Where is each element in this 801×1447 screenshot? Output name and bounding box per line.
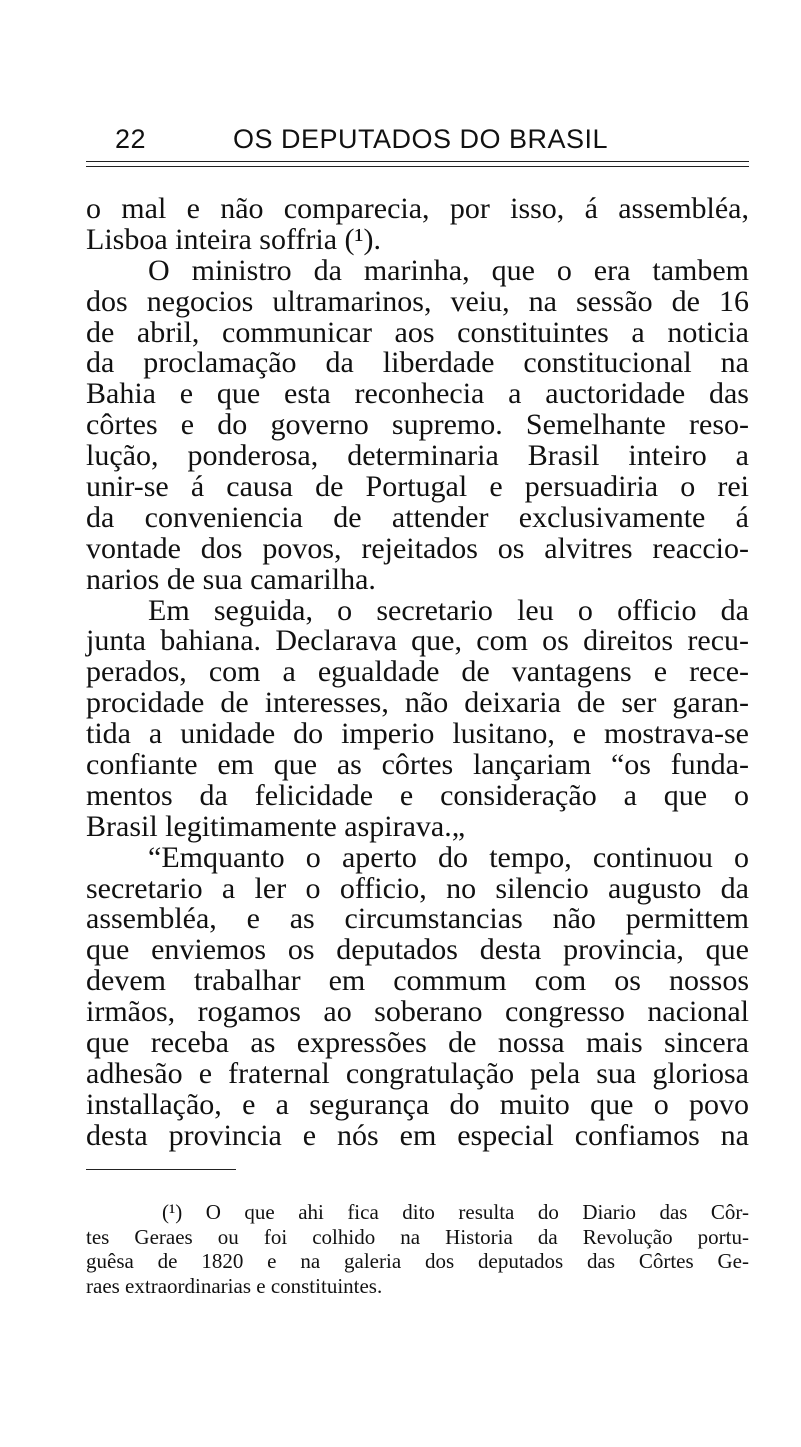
text-line: desta provincia e nós em especial confiamos na xyxy=(86,1118,749,1152)
text-line: devem trabalhar em commum com os nossos xyxy=(86,964,749,998)
footnote-line: tes Geraes ou foi colhido na Historia da Revolução portu- xyxy=(86,1224,749,1249)
text-line: confiante em que as côrtes lançariam “os funda- xyxy=(86,748,749,782)
text-line: tida a unidade do imperio lusitano, e mostrava-se xyxy=(86,717,749,751)
text-line: irmãos, rogamos ao soberano congresso nacional xyxy=(86,995,749,1029)
footnote-line: raes extraordinarias e constituintes. xyxy=(86,1273,383,1298)
text-line: procidade de interesses, não deixaria de ser garan- xyxy=(86,686,749,720)
text-line: assembléa, e as circumstancias não permittem xyxy=(86,902,749,936)
text-line: que enviemos os deputados desta provincia, que xyxy=(86,933,749,967)
text-line: O ministro da marinha, que o era tambem xyxy=(148,253,749,287)
text-line: vontade dos povos, rejeitados os alvitres reaccio- xyxy=(86,531,749,565)
text-line: perados, com a egualdade de vantagens e rece- xyxy=(86,655,749,689)
footnote xyxy=(86,1200,749,1298)
text-line: da conveniencia de attender exclusivamente á xyxy=(86,500,749,534)
text-line: narios de sua camarilha. xyxy=(86,562,376,596)
text-line: de abril, communicar aos constituintes a noticia xyxy=(86,315,749,349)
text-line: côrtes e do governo supremo. Semelhante reso- xyxy=(86,408,749,442)
text-line: Brasil legitimamente aspirava.„ xyxy=(86,809,466,843)
text-line: secretario a ler o officio, no silencio augusto da xyxy=(86,871,749,905)
text-line: Bahia e que esta reconhecia a auctoridade das xyxy=(86,377,749,411)
footnote-rule xyxy=(86,1169,236,1170)
text-line: Em seguida, o secretario leu o officio da xyxy=(148,593,749,627)
header-rule-top xyxy=(86,161,749,162)
running-title: OS DEPUTADOS DO BRASIL xyxy=(233,124,609,154)
text-line: junta bahiana. Declarava que, com os direitos recu- xyxy=(86,624,749,658)
text-line: unir-se á causa de Portugal e persuadiria o rei xyxy=(86,470,749,504)
text-line: installação, e a segurança do muito que o povo xyxy=(86,1087,749,1121)
text-line: que receba as expressões de nossa mais sincera xyxy=(86,1026,749,1060)
text-line: o mal e não comparecia, por isso, á assembléa, xyxy=(86,192,749,225)
footnote-line: (¹) O que ahi fica dito resulta do Diario das Côr- xyxy=(162,1200,749,1224)
text-line: adhesão e fraternal congratulação pela sua gloriosa xyxy=(86,1056,749,1090)
text-line: mentos da felicidade e consideração a que o xyxy=(86,778,749,812)
text-line: lução, ponderosa, determinaria Brasil inteiro a xyxy=(86,439,749,473)
footnote-line: guêsa de 1820 e na galeria dos deputados das Côrtes Ge- xyxy=(86,1249,749,1273)
text-line: “Emquanto o aperto do tempo, continuou o xyxy=(148,840,749,874)
page-number: 22 xyxy=(115,124,147,154)
text-line: Lisboa inteira soffria (¹). xyxy=(86,222,382,256)
text-line: da proclamação da liberdade constitucional na xyxy=(86,346,749,380)
text-line: dos negocios ultramarinos, veiu, na sessão de 16 xyxy=(86,284,749,318)
body-text xyxy=(86,194,749,1152)
header-rule-bottom xyxy=(86,166,749,167)
